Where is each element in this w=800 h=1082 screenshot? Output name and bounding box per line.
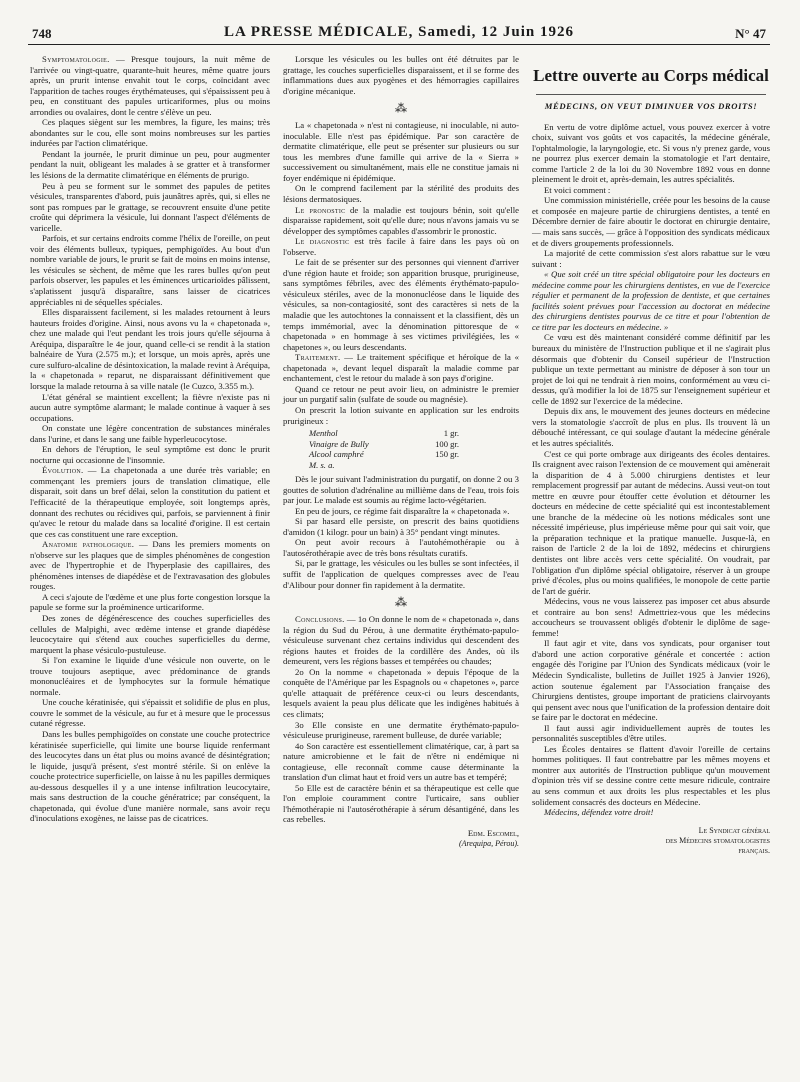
paragraph: Si l'on examine le liquide d'une vésicule non ouverte, on le trouve toujours aseptique, avec prédominance de grands mononucléaires et de lymphocytes sur la formule hématique normale. [30, 655, 270, 697]
paragraph: Une commission ministérielle, créée pour les besoins de la cause et composée en majeure partie de chirurgiens dentistes, a tenté en Décembre dernier de faire aboutir le doctorat en chirurgie dentaire, — mais sans succès, — grâce à l'opposition des syndicats médicaux et de divers groupements professionnels. [532, 195, 770, 248]
paragraph: La majorité de cette commission s'est alors rabattue sur le vœu suivant : [532, 248, 770, 269]
section-label-evolution: Évolution. [42, 465, 84, 476]
prescription [309, 428, 519, 470]
paragraph: Des zones de dégénérescence des couches superficielles des cellules de Malpighi, avec œdème intense et grande diapédèse leucocytaire qui s'étend aux couches superficielles du derme, marquent la phase vésiculo-pustuleuse. [30, 612, 270, 655]
author-place: (Arequipa, Pérou). [458, 838, 519, 848]
paragraph: Depuis dix ans, le mouvement des jeunes docteurs en médecine vers la stomatologie s'accroît de plus en plus. Ils trouvent là un débouché intéressant, ce qui soulage d'autant la médecine générale et les autres spécialités. [532, 406, 770, 448]
paragraph: Parfois, et sur certains endroits comme l'hélix de l'oreille, on peut voir des éléments bulleux, typiques, pemphigoïdes. Au bout d'un nombre variable de jours, le prurit se fait de moins en moins intense, les vésicules se sèchent, de même que les rares bulles qu'on peut parfois observer, les papules et les éminences urticarioïdes pâlissent, s'aplatissent jusqu'à disparaître, sans laisser de cicatrices appréciables ni de séquelles spéciales. [30, 233, 270, 307]
paragraph: Les Écoles dentaires se flattent d'avoir l'oreille de certains hommes politiques. Il faut contrebattre par les mêmes moyens et montrer aux autorités de l'Instruction publique qu'un mouvement d'opinion très vif se dessine contre cette mesure ridicule, contraire au sens commun et aux droits les plus respectables et les plus solidement consacrés des docteurs en Médecine. [532, 743, 770, 807]
paragraph: En peu de jours, ce régime fait disparaître la « chapetonada ». [295, 505, 510, 516]
paragraph: 2o On la nomme « chapetonada » depuis l'époque de la conquête de l'Amérique par les Espagnols ou « chapetones », parce qu'elle attaquait de préférence ceux-ci ou leurs descendants, lesquels avaient la peau plus délicate que les indigènes habitués à ces climats; [283, 666, 519, 719]
paragraph: 5o Elle est de caractère bénin et sa thérapeutique est celle que l'on emploie couramment contre l'urticaire, sans oublier l'hémothérapie ni l'autosérothérapie à sérum désantigéné, dans les cas rebelles. [283, 782, 519, 825]
paragraph: Médecins, vous ne vous laisserez pas imposer cet abus absurde et contraire au bon sens! Admettriez-vous que les médecins accoucheurs se trouvassent obligés d'obtenir le diplôme de sage-femme! [532, 596, 770, 638]
section-label-anatomie: Anatomie pathologique. [42, 539, 135, 550]
paragraph: Peu à peu se forment sur le sommet des papules de petites vésicules, transparentes d'abord, puis jaunâtres après, qui, si elles ne sont pas rompues par le grattage, se recouvrent ensuite d'une petite croûte qui déprimera la vésicule, lui donnant l'aspect d'éléments de varicelle. [30, 180, 270, 233]
section-label-diagnostic: Le diagnostic [295, 236, 350, 247]
prescription-line: Vinaigre de Bully 100 gr. [309, 438, 459, 449]
title-rule [536, 94, 766, 95]
author-name: Edm. Escomel, [467, 828, 519, 838]
issue-number: N° 47 [735, 26, 766, 41]
paragraph: Le pronostic de la maladie est toujours bénin, soit qu'elle disparaisse rapidement, soit qu'elle dure; nous n'avons jamais vu se développer des symptômes capables d'assombrir le pronostic. [283, 204, 519, 236]
paragraph: 4o Son caractère est essentiellement climatérique, car, à part sa nature amicrobienne et le fait de n'être ni endémique ni contagieuse, elle reconnaît comme cause déterminante la translation d'un climat haut et froid vers un autre bas et tempéré; [283, 740, 519, 783]
paragraph: A ceci s'ajoute de l'œdème et une plus forte congestion lorsque la papule se forme sur la proéminence urticariforme. [30, 591, 270, 613]
paragraph: Il faut agir et vite, dans vos syndicats, pour organiser tout d'abord une action corporative générale et concertée : action engagée dès l'origine par l'Union des Syndicats médicaux (voir le Médecin Syndicaliste, bulletins de Juillet 1925 à Janvier 1926), action soutenue également par l'Association française des Chirurgiens dentistes, groupe important de praticiens clairvoyants qui pensent avec nous que l'unification de la profession dentaire doit se faire par le doctorat en médecine. [532, 638, 770, 723]
paragraph: Si, par le grattage, les vésicules ou les bulles se sont infectées, il suffit de l'application de quelques compresses avec de l'eau d'Alibour pour donner fin rapidement à la dermatite. [283, 558, 519, 590]
prescription-ms: M. s. a. [309, 459, 335, 470]
page-number: 748 [32, 26, 52, 41]
paragraph: Anatomie pathologique. — Dans les premiers moments on n'observe sur les plaques que de simples phénomènes de congestion avec de l'hypertrophie et de l'hyperplasie des capillaires, des phénomènes intenses de diapédèse et de l'extravasation des globules rouges. [30, 539, 270, 592]
section-label-traitement: Traitement. [295, 352, 341, 363]
paragraph: Elles disparaissent facilement, si les malades retournent à leurs hauteurs froides d'origine. Ainsi, nous avons vu la « chapetonada », chez une malade qui l'eut pendant les trois jours qu'elle séjourna à Aréquipa, disparaître le 4e jour, quand celle-ci se rendit à la station balnéaire de Yura (2.575 m.); et lorsque, un mois après, après une cure sulfuro-alcaline de désintoxication, la malade revint à Aréquipa, la « chapetonada » reparut, ne disparaissant définitivement que lorsque la malade retourna à sa ville natale (le Cuzco, 3.355 m.). [30, 307, 270, 391]
paragraph: On peut avoir recours à l'autohémothérapie ou à l'autosérothérapie avec de très bons résultats curatifs. [283, 537, 519, 558]
column-1 [30, 54, 270, 824]
section-label-symptomatologie: Symptomatologie. [42, 54, 110, 64]
section-label-pronostic: Le pronostic [295, 204, 346, 215]
paragraph: C'est ce qui porte ombrage aux dirigeants des écoles dentaires. Ils craignent avec raison l'extension de ce mouvement qui amènerait la disparition de 4 à 5.000 chirurgiens dentistes et leur remplacement progressif par autant de médecins. Aussi veut-on tout mettre en œuvre pour étouffer cette évolution et détourner les docteurs en médecine de cette spécialité qui est incontestablement une branche de la médecine où les notions médicales sont une nécessité impérieuse, plus impérieuse même pour qui sait voir, que la préparation technique et la pratique manuelle. Jusque-là, en raison de l'article 2 de la loi de 1892, médecins et chirurgiens dentistes ont libre accès vers cette spécialité. On voudrait, par l'obligation d'un diplôme spécial obligatoire, réserver à un groupe privé d'écoles, plus ou moins qualifiées, le monopole de cette partie de l'art de guérir. [532, 448, 770, 596]
paragraph: Une couche kératinisée, qui s'épaissit et solidifie de plus en plus, couvre le sommet de la vésicule, au fur et à mesure que le processus cutané régresse. [30, 697, 270, 729]
paragraph: On prescrit la lotion suivante en application sur les endroits prurigineux : [283, 404, 519, 426]
paragraph: Si par hasard elle persiste, on prescrit des bains quotidiens d'amidon (1 kilogr. pour un bain) à 35° pendant vingt minutes. [283, 516, 519, 537]
paragraph: Traitement. — Le traitement spécifique et héroïque de la « chapetonada », devant lequel disparaît la maladie comme par enchantement, c'est le retour du malade à son pays d'origine. [283, 352, 519, 384]
author-signature [283, 828, 519, 849]
closing-line: Médecins, défendez votre droit! [544, 807, 654, 818]
paragraph: On constate une légère concentration de substances minérales dans l'urine, et dans le sang une faible hyperleucocytose. [30, 423, 270, 444]
paragraph: Dès le jour suivant l'administration du purgatif, on donne 2 ou 3 gouttes de solution d'adrénaline au millième dans de l'eau, trois fois par jour. Le malade est soumis au régime lacto-végétarien. [283, 474, 519, 506]
prescription-line: Alcool camphré 150 gr. [309, 449, 459, 460]
paragraph: Le fait de se présenter sur des personnes qui viennent d'arriver d'une région haute et froide; son apparition brusque, prurigineuse, sans symptômes fébriles, avec des éléments érythémato-papulo-vésiculeux stériles, avec de la mononucléose dans le liquide des vésicules, sa non-contagiosité, sont des caractères si nets de la maladie que les autochtones la connaissent et la classifient, dès un temps immémorial, avec la dénomination pittoresque de « chapetonada » en hommage à ses victimes privilégiées, les « chapetones », ou leurs descendants. [283, 257, 519, 352]
paragraph: Dans les bulles pemphigoïdes on constate une couche protectrice kératinisée superficielle, qui limite une bourse liquide renfermant des leucocytes dans un état plus ou moins avancé de désintégration; le liquide, jusqu'à présent, s'est montré stérile. Si on enlève la couche protectrice superficielle, on laisse à nu les papilles dermiques au-dessous desquelles il y a une intense infiltration leucocytaire, mais sans destruction de la couche génératrice; par conséquent, la chapetonada, qui évolue d'une manière normale, sans avoir reçu d'inoculations exogènes, ne laisse pas de cicatrices. [30, 729, 270, 824]
prescription-line: Menthol 1 gr. [309, 428, 459, 439]
section-divider: ⁂ [395, 595, 407, 610]
quoted-wish: « Que soit créé un titre spécial obligatoire pour les docteurs en médecine comme pour les chirurgiens dentistes, en vue de l'exercice régulier et permanent de la profession de dentiste, et que certaines facilités soient prévues pour l'accession au doctorat en médecine des chirurgiens dentistes pourvus de ce titre et pour l'obtention de ce titre par les docteurs en médecine. » [532, 269, 770, 332]
paragraph: Évolution. — La chapetonada a une durée très variable; en commençant les premiers jours de translation climatique, elle disparait, soit dans un bref délai, selon la constitution du patient et l'efficacité de la thérapeutique employée, soit longtemps après, donnant des rechutes ou récidives qui, parfois, se parviennent à finir qu'avec le retour du malade dans sa localité d'origine. Il est certain que ces cas constituent une rare exception. [30, 465, 271, 539]
journal-title: LA PRESSE MÉDICALE, Samedi, 12 Juin 1926 [223, 24, 575, 40]
letter-subtitle: MÉDECINS, ON VEUT DIMINUER VOS DROITS! [544, 101, 758, 111]
paragraph: En dehors de l'éruption, le seul symptôme est donc le prurit nocturne qui occasionne de l'insomnie. [30, 444, 270, 465]
paragraph: Et voici comment : [544, 184, 611, 195]
masthead [28, 22, 770, 45]
paragraph: Lorsque les vésicules ou les bulles ont été détruites par le grattage, les couches superficielles disparaissent, et il se forme des inflammations dues aux pyogènes et des hémorragies capillaires d'origine mécanique. [283, 54, 519, 96]
paragraph: Conclusions. — 1o On donne le nom de « chapetonada », dans la région du Sud du Pérou, à une dermatite érythémato-papulo-vésiculeuse survenant chez certains individus qui descendent des régions hautes et froides de la cordillère des Andes, où ils demeurent, vers les régions basses et tempérées ou chaudes; [283, 614, 519, 667]
paragraph: Il faut aussi agir individuellement auprès de toutes les personnalités susceptibles d'être utiles. [532, 722, 770, 744]
section-label-conclusions: Conclusions. [295, 614, 345, 625]
paragraph: L'état général se maintient excellent; la fièvre n'existe pas ni aucun autre symptôme alarmant; le malade continue à vaquer à ses occupations. [30, 391, 270, 423]
section-divider: ⁂ [395, 101, 407, 116]
paragraph: Symptomatologie. — Presque toujours, la nuit même de l'arrivée ou vingt-quatre, quarante-huit heures, même quatre jours après, un prurit intense envahit tout le corps, coïncidant avec l'apparition de taches rouges érythémateuses, qui s'épaississent peu à peu, en constituant des papules urticariformes, plus ou moins arrondies ou ovalaires, dont le centre s'élève un peu. [30, 54, 270, 117]
paragraph: En vertu de votre diplôme actuel, vous pouvez exercer à votre choix, suivant vos goûts et vos capacités, la médecine générale, l'ophtalmologie, la laryngologie, etc. Si vous n'y prenez garde, vous ne pourrez plus exercer demain la stomatologie et l'art dentaire, comme l'article 2 de la loi du 30 Novembre 1892 vous en donne pleinement le droit et, après-demain, les autres spécialités. [532, 121, 770, 185]
paragraph: La « chapetonada » n'est ni contagieuse, ni inoculable, ni auto-inoculable. Elle n'est pas épidémique. Par son caractère de dermatite climatérique, elle peut se présenter sur plusieurs ou sur tous les membres d'une famille qui arrive de la « Sierra » successivement ou simultanément, mais elle ne constitue jamais ni foyer endémique ni épidémique. [283, 120, 519, 183]
paragraph: Pendant la journée, le prurit diminue un peu, pour augmenter pendant la nuit, obligeant les malades à se gratter et à transformer les lésions de la dermatite climatérique en éléments de prurigo. [30, 148, 270, 181]
paragraph: Quand ce retour ne peut avoir lieu, on administre le premier jour un purgatif salin (sulfate de soude ou magnésie). [283, 383, 519, 405]
column-3 [532, 54, 770, 856]
column-2 [283, 54, 519, 849]
paragraph: Ces plaques siègent sur les membres, la figure, les mains; très abondantes sur le cou, elle sont moins nombreuses sur les parties indurées par l'action climatérique. [30, 117, 270, 149]
paragraph: Le diagnostic est très facile à faire dans les pays où on l'observe. [283, 236, 519, 257]
paragraph: Ce vœu est dès maintenant considéré comme définitif par les bureaux du ministère de l'Instruction publique et il ne s'agirait plus désormais que d'obtenir du Conseil supérieur de l'Instruction publique un texte permettant au ministre de déposer à son tour un projet de loi qui ne tendrait à rien moins, conformément au vœu ci-dessus, qu'à modifier la loi de 1875 sur l'enseignement supérieur et celle de 1892 sur l'exercice de la médecine. [532, 332, 770, 406]
paragraph: 3o Elle consiste en une dermatite érythémato-papulo-vésiculeuse prurigineuse, rarement bulleuse, de durée variable; [283, 719, 519, 741]
letter-signature: Le Syndicat général des Médecins stomatologistes français. [665, 825, 770, 855]
letter-title: Lettre ouverte au Corps médical [533, 66, 769, 85]
paragraph: On le comprend facilement par la stérilité des produits des lésions dermatosiques. [283, 183, 519, 205]
